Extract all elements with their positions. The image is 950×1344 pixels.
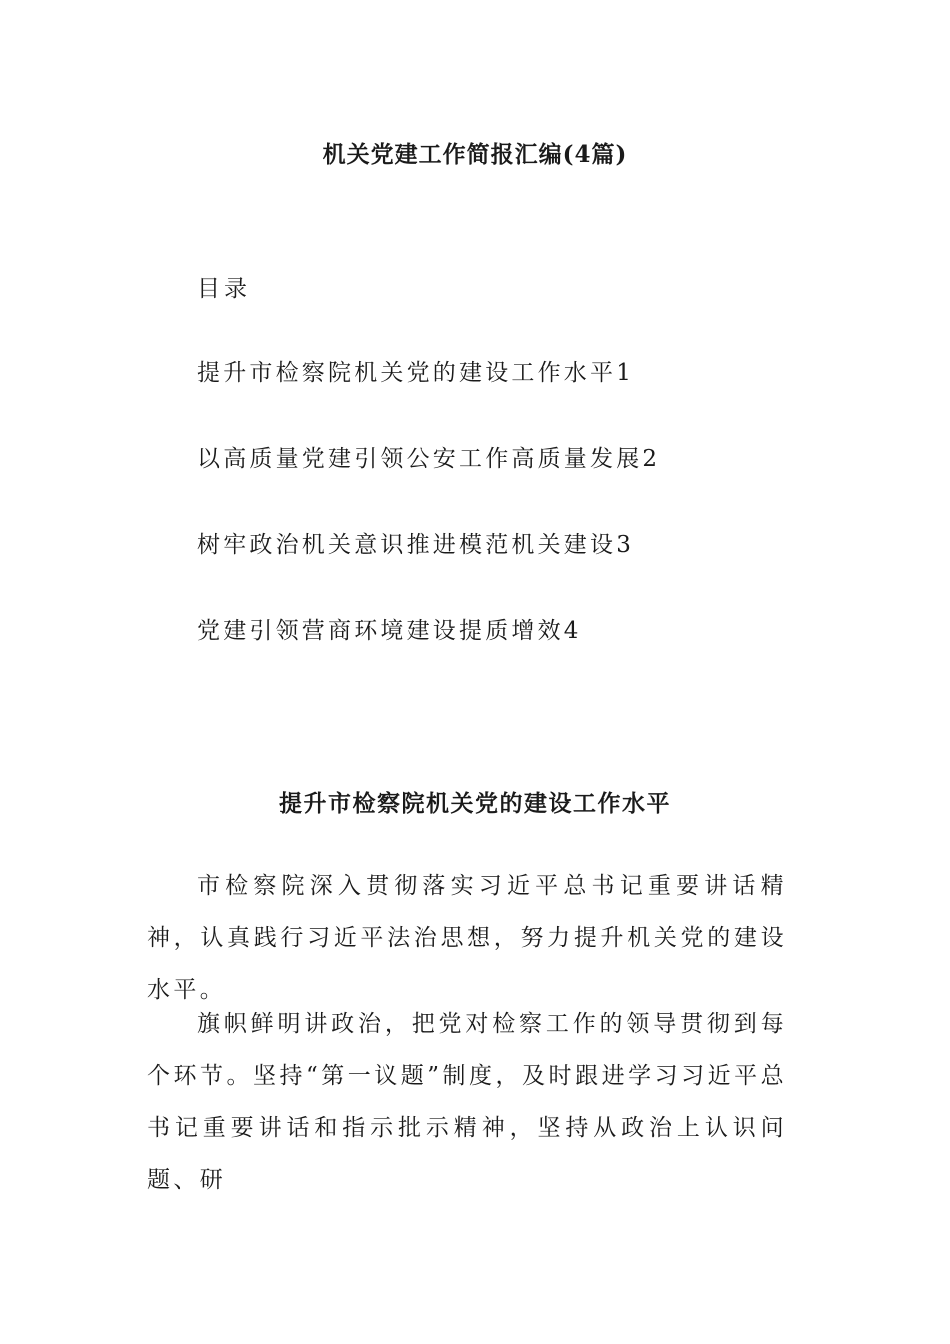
toc-item[interactable]: 以高质量党建引领公安工作高质量发展2 (197, 446, 661, 472)
toc-item[interactable]: 党建引领营商环境建设提质增效4 (197, 618, 582, 644)
toc-heading: 目录 (197, 276, 251, 302)
toc-list (197, 356, 660, 700)
article-paragraph: 旗帜鲜明讲政治，把党对检察工作的领导贯彻到每个环节。坚持“第一议题”制度，及时跟进学习习近平总书记重要讲话和指示批示精神，坚持从政治上认识问题、研 (147, 1011, 787, 1193)
document-title: 机关党建工作简报汇编(4篇) (322, 141, 628, 168)
article-paragraph: 市检察院深入贯彻落实习近平总书记重要讲话精神，认真践行习近平法治思想，努力提升机关党的建设水平。 (147, 873, 787, 1003)
toc-item[interactable]: 提升市检察院机关党的建设工作水平1 (197, 360, 635, 386)
article-title: 提升市检察院机关党的建设工作水平 (279, 790, 671, 817)
toc-item[interactable]: 树牢政治机关意识推进模范机关建设3 (197, 532, 635, 558)
